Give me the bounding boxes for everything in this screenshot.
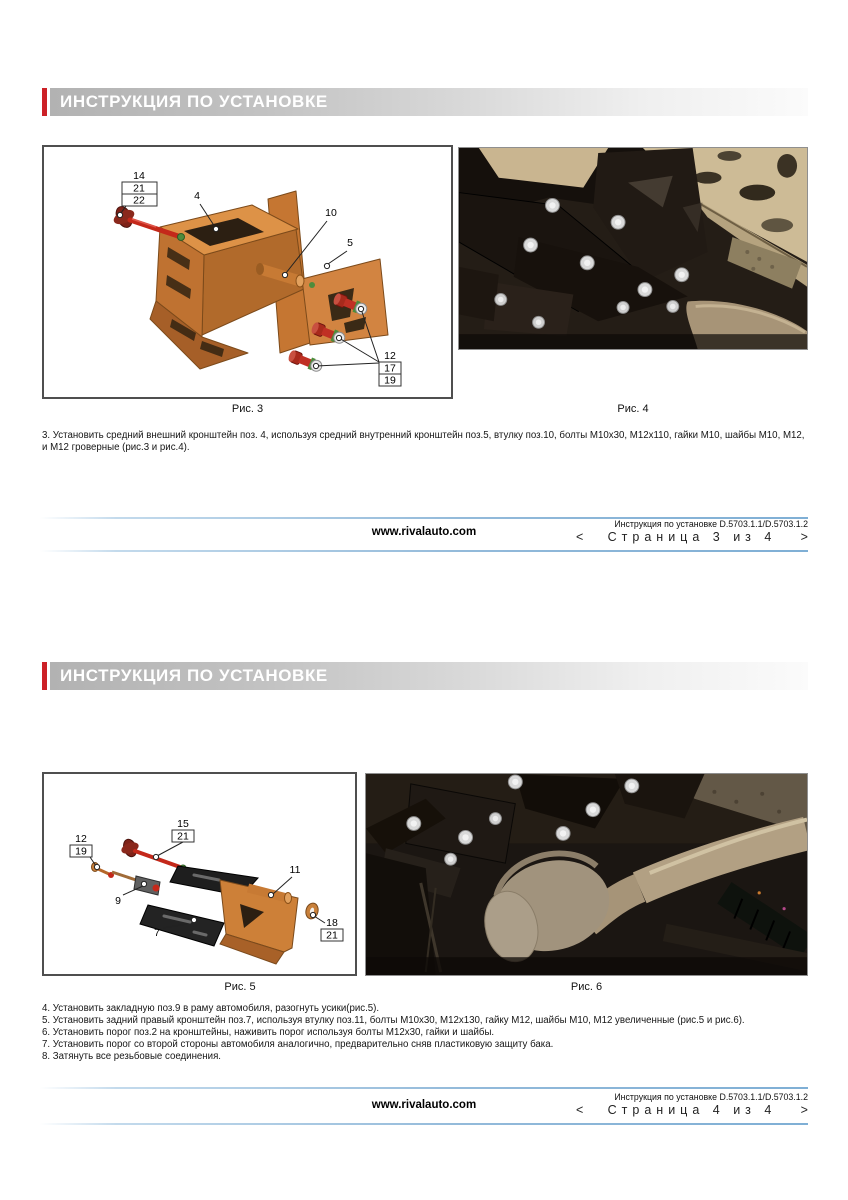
red-stripe [42,88,47,116]
callout-15: 15 [177,818,189,830]
fig3-box [42,145,453,399]
steps4-8-instructions [42,1003,812,1063]
callout-22: 22 [133,194,145,207]
fig3-diagram [44,147,451,397]
callout-21a: 21 [177,830,189,843]
website-link[interactable]: www.rivalauto.com [371,526,477,538]
fig4-caption: Рис. 4 [617,403,649,415]
section1-header-bar [42,88,808,116]
callout-12: 12 [384,350,396,362]
fig5-caption: Рис. 5 [224,981,256,993]
fig5-long-bolt [120,837,186,871]
footer-right-block [576,519,808,544]
fig6-caption: Рис. 6 [570,981,603,993]
instruction-line: 8. Затянуть все резьбовые соединения. [42,1051,222,1062]
fig4-photo [458,147,808,350]
page4-footer [40,1087,808,1125]
fig3-caption: Рис. 3 [231,403,264,415]
footer-bottom-rule [40,1123,808,1125]
callout-14: 14 [133,170,145,182]
callout-21: 21 [133,182,145,195]
footer-right-block [576,1092,808,1117]
footer-top-rule [40,1087,808,1089]
fig6-photo-art [366,774,807,975]
section2-header-title: ИНСТРУКЦИЯ ПО УСТАНОВКЕ [60,666,328,685]
fig3-long-bolt [111,204,184,240]
page-indicator: Страница 4 из 4 [607,1103,777,1117]
instruction-line: 7. Установить порог со второй стороны автомобиля аналогично, предварительно сняв пластиковую защиту бака. [42,1039,554,1050]
page-indicator-row [576,530,808,544]
red-stripe [42,662,47,690]
website-link[interactable]: www.rivalauto.com [371,1099,477,1111]
callout-7: 7 [154,927,160,939]
page-indicator: Страница 3 из 4 [607,530,777,544]
callout-17: 17 [384,362,396,375]
step3-instruction: 3. Установить средний внешний кронштейн поз. 4, используя средний внутренний кронштейн поз.5, втулку поз.10, болты М10х30, М12х110, гайки М10, шайбы М10, М12, и М12 гроверные (рис.3 и рис.4). [42,430,805,453]
callout-18: 18 [326,917,338,929]
callout-11: 11 [289,864,301,876]
fig6-photo [365,773,808,976]
fig5-box [42,772,357,976]
callout-19: 19 [75,845,87,858]
callout-9: 9 [115,895,121,907]
doc-reference: Инструкция по установке D.5703.1.1/D.5703.1.2 [614,519,808,529]
fig4-photo-art [459,148,807,349]
instruction-line: 5. Установить задний правый кронштейн поз.7, используя втулку поз.11, болты М10х30, М12х130, гайку М12, шайбы М10, М12 увеличенные (рис.5 и рис.6). [42,1015,745,1026]
section2-header-bar [42,662,808,690]
page3-footer [40,517,808,552]
callout-19: 19 [384,374,396,387]
page-indicator-row [576,1103,808,1117]
fig5-orange-bracket [220,880,298,964]
doc-reference: Инструкция по установке D.5703.1.1/D.5703.1.2 [614,1092,808,1102]
instruction-line: 6. Установить порог поз.2 на кронштейны, наживить порог используя болты М12х30, гайки и шайбы. [42,1027,495,1038]
fig5-diagram [44,774,355,974]
prev-page-arrow[interactable]: < [576,530,584,544]
next-page-arrow[interactable]: > [800,530,808,544]
footer-bottom-rule [40,550,808,552]
callout-10: 10 [325,207,337,219]
callout-21b: 21 [326,929,338,942]
callout-5: 5 [347,237,353,249]
callout-4: 4 [194,190,200,202]
section1-header-title: ИНСТРУКЦИЯ ПО УСТАНОВКЕ [60,92,328,111]
next-page-arrow[interactable]: > [800,1103,808,1117]
fig5-embedded-plate [112,872,160,895]
instruction-line: 4. Установить закладную поз.9 в раму автомобиля, разогнуть усики(рис.5). [42,1003,380,1014]
prev-page-arrow[interactable]: < [576,1103,584,1117]
callout-12: 12 [75,833,87,845]
